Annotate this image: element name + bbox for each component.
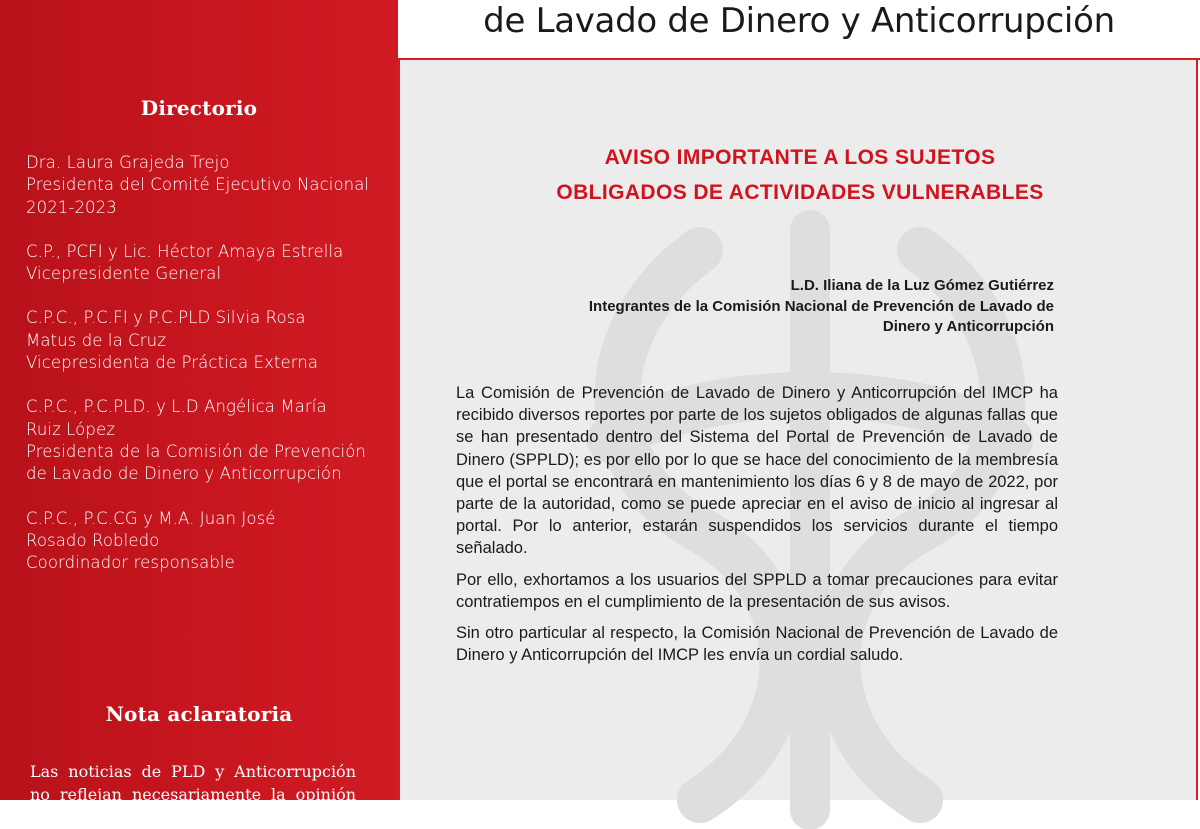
directory-line: Vicepresidente General	[26, 264, 222, 284]
notice-panel	[398, 60, 1198, 800]
author-role-line-2: Dinero y Anticorrupción	[882, 318, 1054, 335]
directory-line: Ruiz López	[26, 419, 115, 439]
directory-line: C.P., PCFI y Lic. Héctor Amaya Estrella	[26, 241, 344, 261]
notice-paragraph-1: La Comisión de Prevención de Lavado de Dinero y Anticorrupción del IMCP ha recibido diversos reportes por parte de los sujetos obligados de algunas fallas que se han presentado dentro del Sistema del Portal de Prevención de Lavado de Dinero (SPPLD); es por ello por lo que se hace del conocimiento de la membresía que el portal se encontrará en mantenimiento los días 6 y 8 de mayo de 2022, por parte de la autoridad, como se puede apreciar en el aviso de inicio al ingresar al portal. Por lo anterior, estarán suspendidos los servicios durante el tiempo señalado.	[456, 384, 1058, 558]
notice-paragraph-2: Por ello, exhortamos a los usuarios del SPPLD a tomar precauciones para evitar contratiempos en el cumplimiento de la presentación de sus avisos.	[456, 570, 1058, 611]
directorio-heading: Directorio	[140, 96, 258, 120]
directory-line: Presidenta del Comité Ejecutivo Nacional	[26, 175, 370, 195]
directory-sidebar	[0, 0, 398, 827]
directory-entry-3	[26, 307, 386, 374]
author-role-line-1: Integrantes de la Comisión Nacional de Prevención de Lavado de	[588, 297, 1054, 315]
directory-line: C.P.C., P.C.FI y P.C.PLD Silvia Rosa	[26, 308, 306, 328]
directory-line: C.P.C., P.C.CG y M.A. Juan José	[26, 508, 276, 528]
author-name: L.D. Iliana de la Luz Gómez Gutiérrez	[790, 277, 1054, 294]
notice-title	[440, 140, 1160, 210]
directory-entry-4	[26, 396, 386, 485]
notice-body	[456, 382, 1058, 675]
directory-line: 2021-2023	[26, 197, 117, 217]
directory-line: Coordinador responsable	[26, 553, 235, 573]
page-header	[398, 0, 1200, 60]
directory-line: C.P.C., P.C.PLD. y L.D Angélica María	[26, 397, 327, 417]
directory-line: de Lavado de Dinero y Anticorrupción	[26, 464, 342, 484]
directory-line: Rosado Robledo	[26, 530, 160, 550]
directory-line: Vicepresidenta de Práctica Externa	[26, 353, 319, 373]
author-block	[434, 276, 1054, 338]
directory-entry-2	[26, 241, 386, 286]
directory-entry-5	[26, 508, 386, 575]
notice-title-line-2: OBLIGADOS DE ACTIVIDADES VULNERABLES	[556, 181, 1044, 204]
notice-title-line-1: AVISO IMPORTANTE A LOS SUJETOS	[604, 146, 996, 169]
directory-line: Matus de la Cruz	[26, 330, 166, 350]
directory-line: Presidenta de la Comisión de Prevención	[26, 441, 366, 461]
header-title: de Lavado de Dinero y Anticorrupción	[483, 1, 1115, 41]
nota-aclaratoria-heading: Nota aclaratoria	[105, 702, 293, 726]
directory-line: Dra. Laura Grajeda Trejo	[26, 153, 230, 172]
notice-paragraph-3: Sin otro particular al respecto, la Comisión Nacional de Prevención de Lavado de Dinero y Anticorrupción del IMCP les envía un cordial saludo.	[456, 624, 1058, 665]
directory-list	[26, 152, 386, 596]
directory-entry-1	[26, 152, 386, 219]
nota-aclaratoria-text: Las noticias de PLD y Anticorrupción no reflejan necesariamente la opinión del	[30, 762, 356, 827]
